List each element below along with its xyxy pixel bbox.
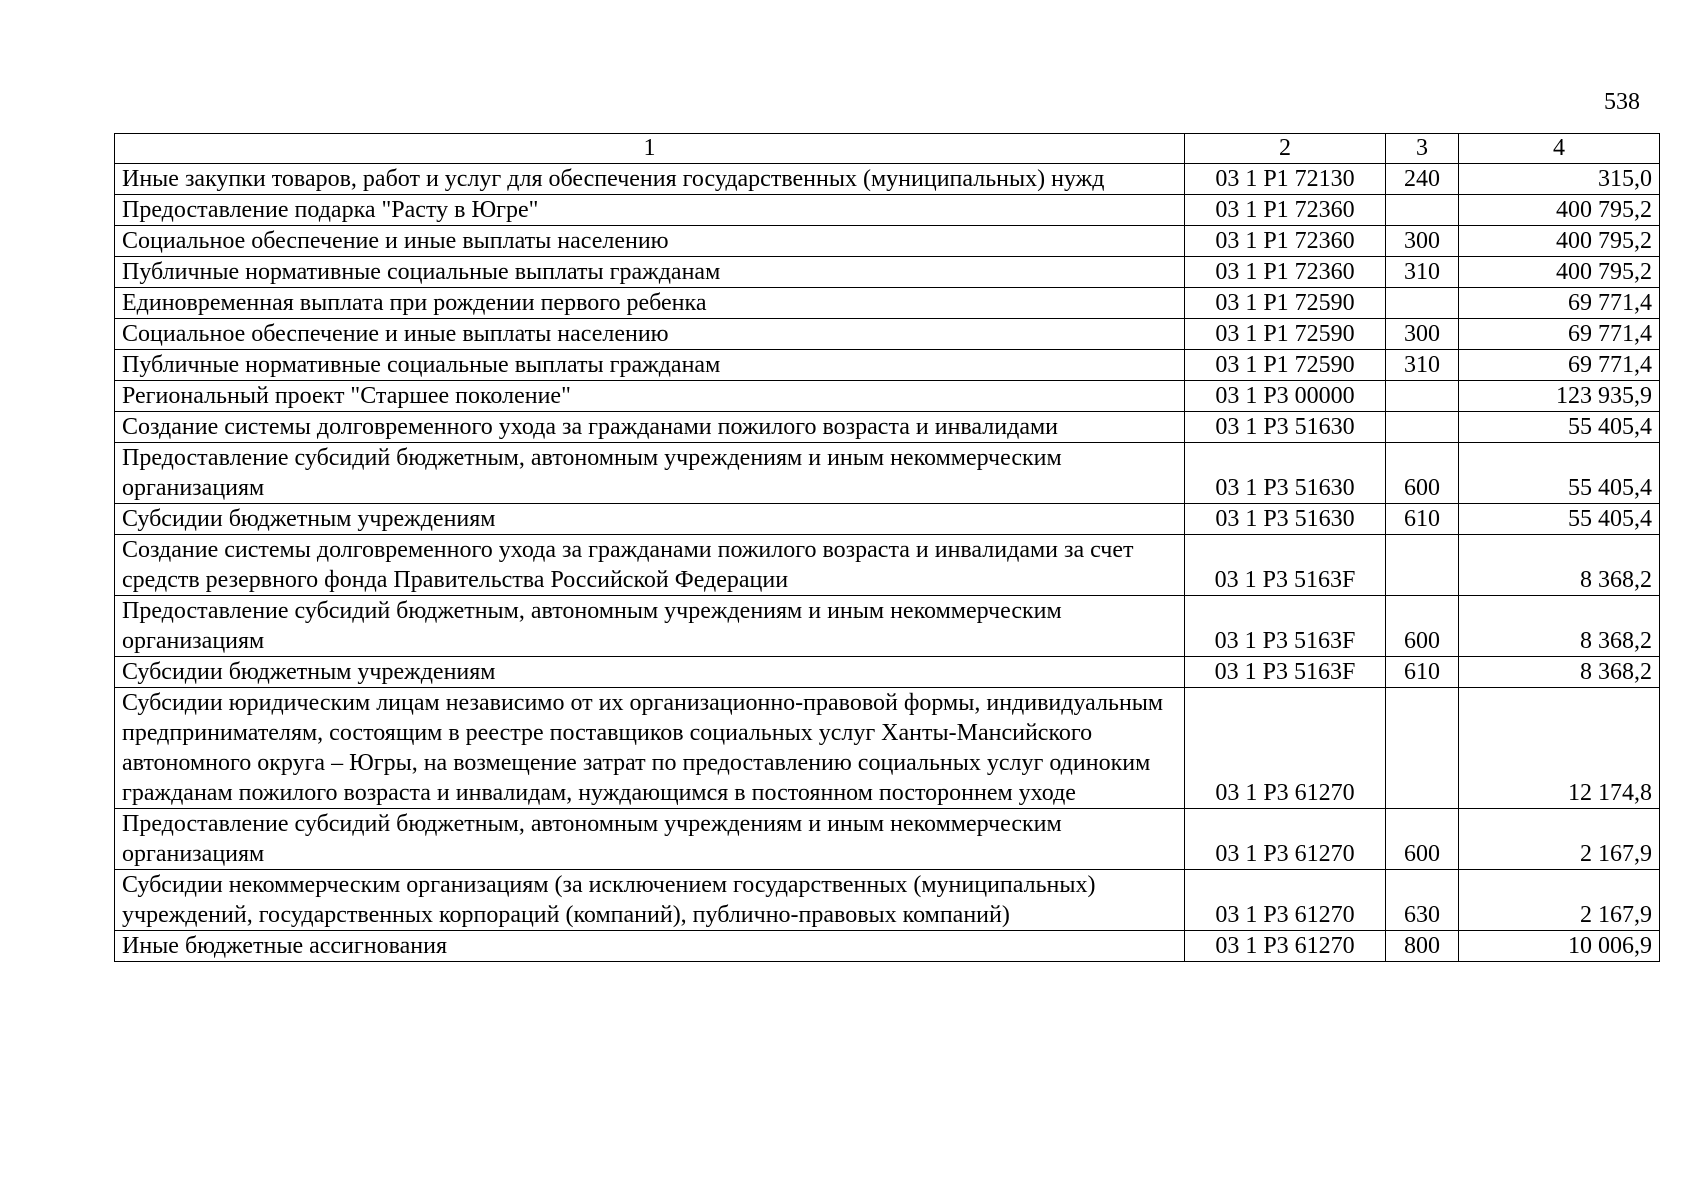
row-amount-cell: 8 368,2	[1459, 535, 1660, 596]
row-amount-cell: 315,0	[1459, 164, 1660, 195]
table-row	[115, 412, 1660, 443]
page-number: 538	[1604, 89, 1640, 115]
row-code-cell: 03 1 P3 51630	[1185, 412, 1386, 443]
table-row	[115, 350, 1660, 381]
row-name-cell: Публичные нормативные социальные выплаты гражданам	[115, 257, 1185, 288]
row-type-cell: 610	[1386, 504, 1459, 535]
row-name-cell: Единовременная выплата при рождении первого ребенка	[115, 288, 1185, 319]
row-amount-cell: 55 405,4	[1459, 443, 1660, 504]
row-type-cell	[1386, 381, 1459, 412]
table-row	[115, 226, 1660, 257]
header-row	[115, 134, 1660, 164]
row-code-cell: 03 1 P3 5163F	[1185, 596, 1386, 657]
row-amount-cell: 2 167,9	[1459, 809, 1660, 870]
row-code-cell: 03 1 P1 72130	[1185, 164, 1386, 195]
row-code-cell: 03 1 P3 51630	[1185, 504, 1386, 535]
row-amount-cell: 400 795,2	[1459, 195, 1660, 226]
row-type-cell	[1386, 412, 1459, 443]
row-type-cell: 800	[1386, 931, 1459, 962]
row-name-cell: Социальное обеспечение и иные выплаты населению	[115, 319, 1185, 350]
table-row	[115, 596, 1660, 657]
row-code-cell: 03 1 P3 00000	[1185, 381, 1386, 412]
row-type-cell: 300	[1386, 319, 1459, 350]
row-code-cell: 03 1 P1 72590	[1185, 350, 1386, 381]
row-code-cell: 03 1 P3 51630	[1185, 443, 1386, 504]
row-type-cell	[1386, 288, 1459, 319]
table-row	[115, 870, 1660, 931]
row-code-cell: 03 1 P3 5163F	[1185, 535, 1386, 596]
row-name-cell: Социальное обеспечение и иные выплаты населению	[115, 226, 1185, 257]
row-amount-cell: 55 405,4	[1459, 504, 1660, 535]
row-code-cell: 03 1 P1 72590	[1185, 288, 1386, 319]
row-type-cell: 300	[1386, 226, 1459, 257]
row-amount-cell: 8 368,2	[1459, 657, 1660, 688]
row-name-cell: Субсидии бюджетным учреждениям	[115, 657, 1185, 688]
table-row	[115, 504, 1660, 535]
row-name-cell: Субсидии юридическим лицам независимо от их организационно-правовой формы, индивидуальным предпринимателям, состоящим в реестре поставщиков социальных услуг Ханты-Мансийского автономного округа – Югры, на возмещение затрат по предоставлению социальных услуг одиноким гражданам пожилого возраста и инвалидам, нуждающимся в постоянном постороннем уходе	[115, 688, 1185, 809]
row-code-cell: 03 1 P1 72360	[1185, 226, 1386, 257]
row-type-cell: 600	[1386, 809, 1459, 870]
table-row	[115, 257, 1660, 288]
row-name-cell: Иные бюджетные ассигнования	[115, 931, 1185, 962]
row-name-cell: Создание системы долговременного ухода за гражданами пожилого возраста и инвалидами за счет средств резервного фонда Правительства Российской Федерации	[115, 535, 1185, 596]
budget-table	[114, 133, 1660, 962]
table-row	[115, 443, 1660, 504]
row-type-cell: 240	[1386, 164, 1459, 195]
row-amount-cell: 55 405,4	[1459, 412, 1660, 443]
table-row	[115, 164, 1660, 195]
row-name-cell: Региональный проект "Старшее поколение"	[115, 381, 1185, 412]
row-type-cell	[1386, 195, 1459, 226]
row-name-cell: Создание системы долговременного ухода за гражданами пожилого возраста и инвалидами	[115, 412, 1185, 443]
table-row	[115, 319, 1660, 350]
row-type-cell: 310	[1386, 257, 1459, 288]
row-amount-cell: 12 174,8	[1459, 688, 1660, 809]
header-type-column: 3	[1386, 134, 1459, 164]
table-row	[115, 288, 1660, 319]
row-code-cell: 03 1 P3 61270	[1185, 931, 1386, 962]
table-row	[115, 535, 1660, 596]
header-name-column: 1	[115, 134, 1185, 164]
row-type-cell	[1386, 688, 1459, 809]
table-row	[115, 688, 1660, 809]
row-name-cell: Публичные нормативные социальные выплаты гражданам	[115, 350, 1185, 381]
row-amount-cell: 69 771,4	[1459, 350, 1660, 381]
row-amount-cell: 400 795,2	[1459, 257, 1660, 288]
row-amount-cell: 2 167,9	[1459, 870, 1660, 931]
row-name-cell: Предоставление субсидий бюджетным, автономным учреждениям и иным некоммерческим организациям	[115, 809, 1185, 870]
row-name-cell: Иные закупки товаров, работ и услуг для обеспечения государственных (муниципальных) нужд	[115, 164, 1185, 195]
row-name-cell: Предоставление субсидий бюджетным, автономным учреждениям и иным некоммерческим организациям	[115, 596, 1185, 657]
row-type-cell: 610	[1386, 657, 1459, 688]
row-name-cell: Предоставление подарка "Расту в Югре"	[115, 195, 1185, 226]
row-code-cell: 03 1 P3 61270	[1185, 688, 1386, 809]
row-name-cell: Субсидии некоммерческим организациям (за исключением государственных (муниципальных) учреждений, государственных корпораций (компаний), публично-правовых компаний)	[115, 870, 1185, 931]
table-row	[115, 195, 1660, 226]
row-code-cell: 03 1 P1 72590	[1185, 319, 1386, 350]
row-code-cell: 03 1 P1 72360	[1185, 195, 1386, 226]
table-row	[115, 809, 1660, 870]
row-name-cell: Предоставление субсидий бюджетным, автономным учреждениям и иным некоммерческим организациям	[115, 443, 1185, 504]
header-amount-column: 4	[1459, 134, 1660, 164]
table-header	[115, 134, 1660, 164]
row-type-cell: 600	[1386, 443, 1459, 504]
table-row	[115, 657, 1660, 688]
row-type-cell: 600	[1386, 596, 1459, 657]
table-row	[115, 931, 1660, 962]
row-amount-cell: 10 006,9	[1459, 931, 1660, 962]
row-amount-cell: 69 771,4	[1459, 319, 1660, 350]
row-code-cell: 03 1 P1 72360	[1185, 257, 1386, 288]
row-code-cell: 03 1 P3 61270	[1185, 809, 1386, 870]
row-code-cell: 03 1 P3 5163F	[1185, 657, 1386, 688]
row-type-cell: 310	[1386, 350, 1459, 381]
row-name-cell: Субсидии бюджетным учреждениям	[115, 504, 1185, 535]
row-type-cell	[1386, 535, 1459, 596]
row-amount-cell: 123 935,9	[1459, 381, 1660, 412]
header-code-column: 2	[1185, 134, 1386, 164]
table-body	[115, 164, 1660, 962]
row-code-cell: 03 1 P3 61270	[1185, 870, 1386, 931]
row-amount-cell: 8 368,2	[1459, 596, 1660, 657]
row-amount-cell: 400 795,2	[1459, 226, 1660, 257]
row-amount-cell: 69 771,4	[1459, 288, 1660, 319]
table-row	[115, 381, 1660, 412]
row-type-cell: 630	[1386, 870, 1459, 931]
